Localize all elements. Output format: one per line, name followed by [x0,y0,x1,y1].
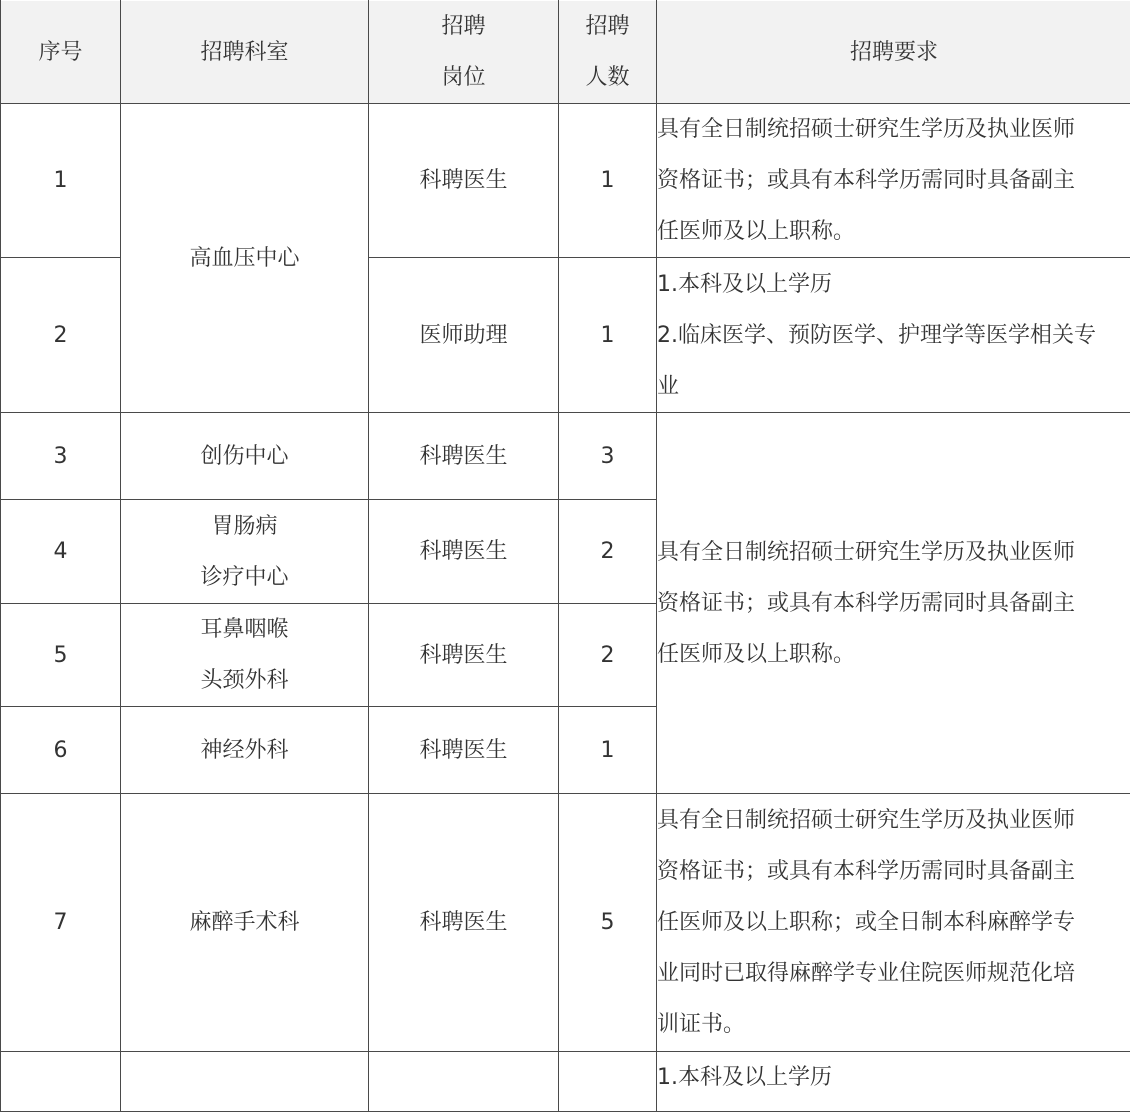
row-index: 2 [1,258,121,413]
row-department: 高血压中心 [121,104,369,413]
header-department: 招聘科室 [121,1,369,104]
requirement-line: 资格证书；或具有本科学历需同时具备副主 [657,578,1130,629]
row-position: 医师助理 [369,258,559,413]
row-requirements [657,1052,1130,1112]
requirement-line: 任医师及以上职称。 [657,206,1130,257]
row-department: 创伤中心 [121,413,369,500]
row-count [559,1052,657,1112]
row-requirements [657,413,1130,794]
row-position: 科聘医生 [369,500,559,604]
table-row [1,1052,1130,1112]
row-index: 6 [1,707,121,794]
row-index: 4 [1,500,121,604]
row-requirements [657,104,1130,258]
row-position: 科聘医生 [369,707,559,794]
table-row [1,104,1130,258]
row-count: 2 [559,500,657,604]
row-department [121,1052,369,1112]
header-count-line1: 招聘 [559,1,656,52]
department-line: 头颈外科 [121,655,368,706]
requirement-line: 任医师及以上职称；或全日制本科麻醉学专 [657,897,1130,948]
header-count-line2: 人数 [559,52,656,103]
row-department: 神经外科 [121,707,369,794]
row-index: 1 [1,104,121,258]
row-department: 麻醉手术科 [121,794,369,1052]
row-position: 科聘医生 [369,794,559,1052]
table-row [1,413,1130,500]
row-index: 3 [1,413,121,500]
header-position [369,1,559,104]
header-index: 序号 [1,1,121,104]
row-count: 2 [559,604,657,707]
header-position-line2: 岗位 [369,52,558,103]
row-position: 科聘医生 [369,413,559,500]
department-line: 诊疗中心 [121,552,368,603]
requirement-line: 任医师及以上职称。 [657,629,1130,680]
header-count [559,1,657,104]
row-count: 3 [559,413,657,500]
row-index: 7 [1,794,121,1052]
requirement-line: 2.临床医学、预防医学、护理学等医学相关专 [657,310,1130,361]
row-requirements [657,258,1130,413]
row-count: 5 [559,794,657,1052]
department-line: 胃肠病 [121,501,368,552]
requirement-line: 具有全日制统招硕士研究生学历及执业医师 [657,527,1130,578]
row-position [369,1052,559,1112]
requirement-line: 业同时已取得麻醉学专业住院医师规范化培 [657,948,1130,999]
row-department [121,604,369,707]
requirement-line: 具有全日制统招硕士研究生学历及执业医师 [657,104,1130,155]
row-index: 5 [1,604,121,707]
row-count: 1 [559,104,657,258]
requirement-line: 1.本科及以上学历 [657,1052,1130,1103]
requirement-line: 业 [657,361,1130,412]
row-position: 科聘医生 [369,104,559,258]
header-requirements: 招聘要求 [657,1,1130,104]
row-department [121,500,369,604]
row-count: 1 [559,707,657,794]
department-line: 耳鼻咽喉 [121,604,368,655]
requirement-line: 训证书。 [657,999,1130,1050]
requirement-line: 1.本科及以上学历 [657,259,1130,310]
table-row [1,794,1130,1052]
row-requirements [657,794,1130,1052]
row-position: 科聘医生 [369,604,559,707]
row-index [1,1052,121,1112]
requirement-line: 资格证书；或具有本科学历需同时具备副主 [657,155,1130,206]
requirement-line: 具有全日制统招硕士研究生学历及执业医师 [657,795,1130,846]
row-count: 1 [559,258,657,413]
header-row [1,1,1130,104]
requirement-line: 资格证书；或具有本科学历需同时具备副主 [657,846,1130,897]
header-position-line1: 招聘 [369,1,558,52]
